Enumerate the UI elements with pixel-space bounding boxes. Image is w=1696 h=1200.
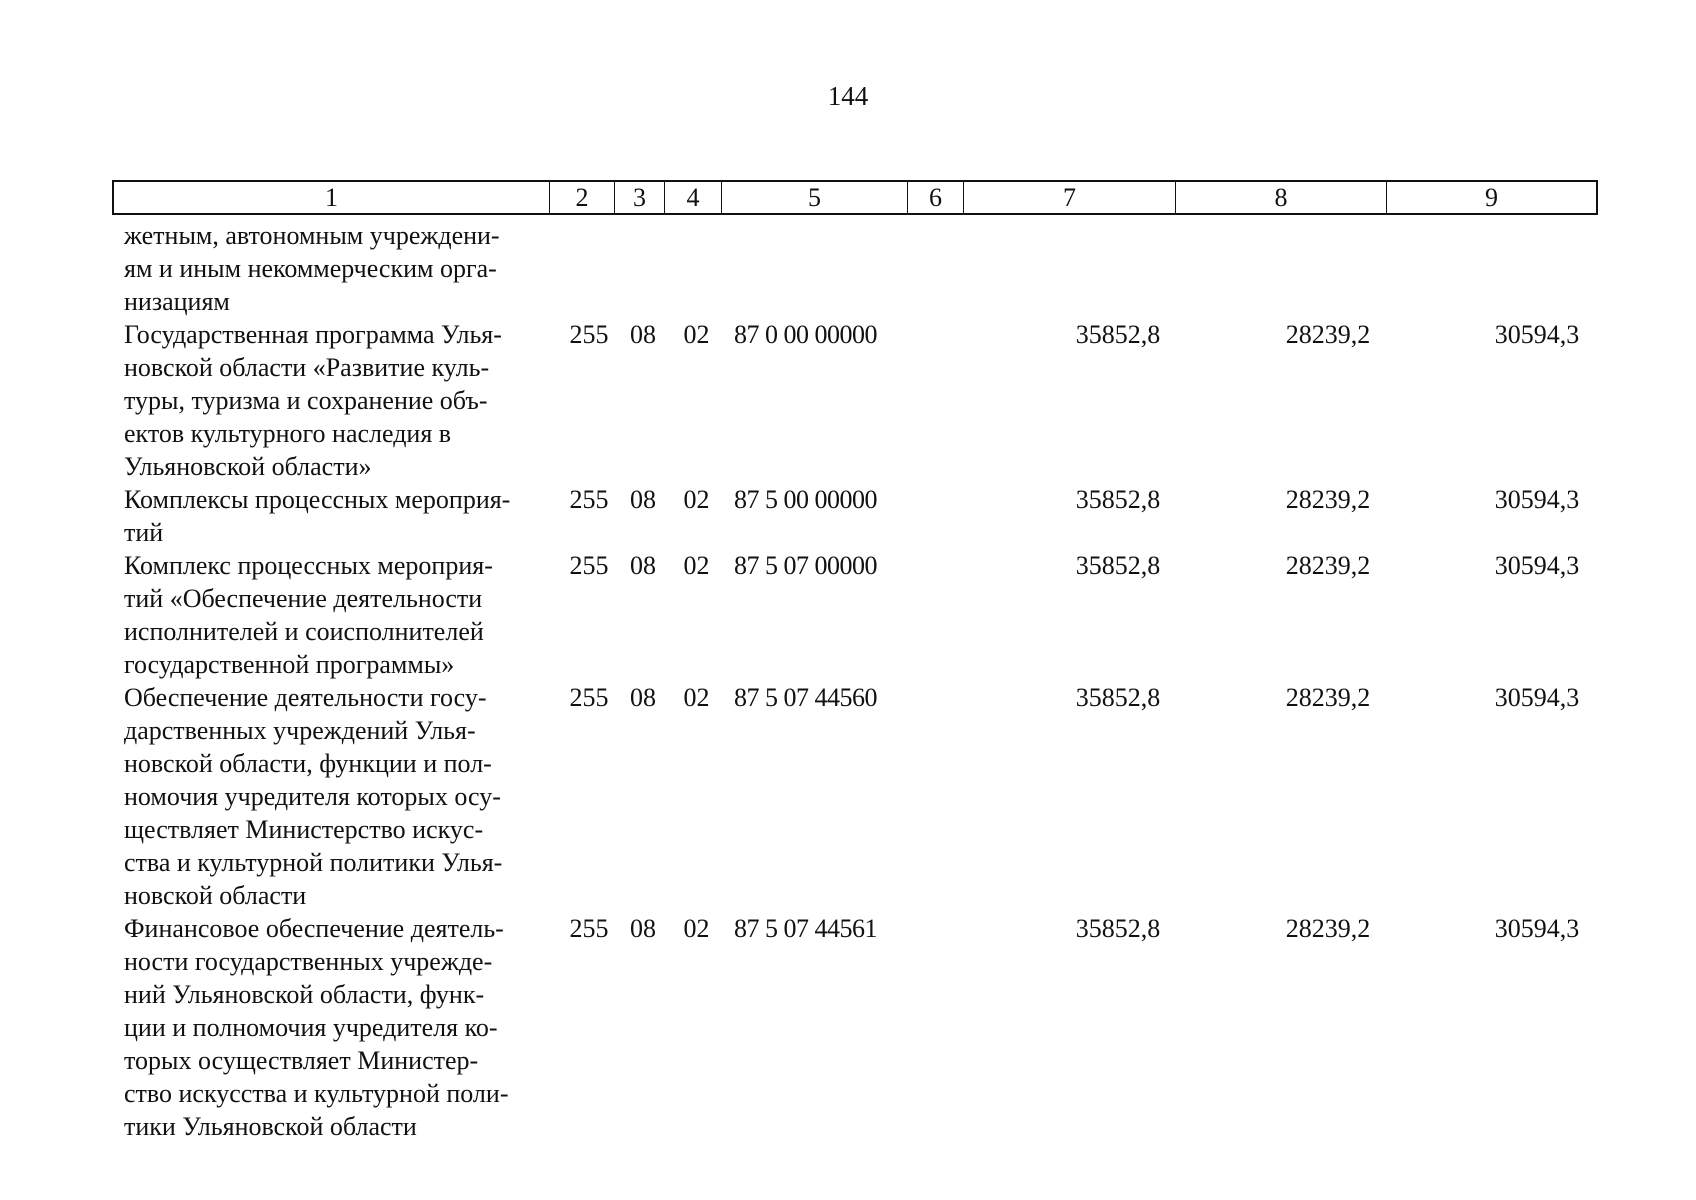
page-number: 144 (827, 81, 869, 111)
cell-col-5: 87 5 07 44560 (734, 683, 877, 712)
header-col-7: 7 (964, 182, 1176, 213)
cell-col-5: 87 5 00 00000 (734, 485, 877, 514)
header-col-6: 6 (908, 182, 964, 213)
cell-col-3: 08 (630, 914, 656, 943)
header-col-3: 3 (615, 182, 665, 213)
table-row (112, 681, 1598, 912)
table-body (112, 219, 1598, 1143)
table-row (112, 318, 1598, 483)
header-col-9: 9 (1485, 183, 1498, 212)
cell-col-2: 255 (569, 683, 609, 712)
cell-col-5: 87 5 07 00000 (734, 551, 877, 580)
cell-col-3: 08 (630, 485, 656, 514)
cell-col-8: 28239,2 (1285, 485, 1371, 514)
cell-col-9: 30594,3 (1494, 551, 1580, 580)
header-col-2: 2 (550, 182, 615, 213)
cell-col-7: 35852,8 (1075, 914, 1161, 943)
cell-col-5: 87 0 00 00000 (734, 320, 877, 349)
header-col-4: 4 (665, 182, 722, 213)
header-col-1: 1 (114, 182, 550, 213)
cell-col-9: 30594,3 (1494, 683, 1580, 712)
cell-col-9: 30594,3 (1494, 914, 1580, 943)
table-row (112, 549, 1598, 681)
cell-col-2: 255 (569, 551, 609, 580)
cell-col-7: 35852,8 (1075, 320, 1161, 349)
cell-col-4: 02 (683, 320, 710, 349)
cell-col-3: 08 (630, 320, 656, 349)
cell-col-2: 255 (569, 485, 609, 514)
row-name: Финансовое обеспечение деятель- ности государственных учрежде- ний Ульяновской области, функ- ции и полномочия учредителя ко- торых осуществляет Министер- ство искусства и культурной поли- тики Ульяновской области (124, 914, 509, 1141)
cell-col-9: 30594,3 (1494, 485, 1580, 514)
table-row (112, 483, 1598, 549)
row-name: Государственная программа Улья- новской области «Развитие куль- туры, туризма и сохранение объ- ектов культурного наследия в Ульяновской области» (124, 320, 502, 481)
cell-col-5: 87 5 07 44561 (734, 914, 877, 943)
row-name: Комплексы процессных мероприя- тий (124, 485, 511, 547)
cell-col-2: 255 (569, 320, 609, 349)
cell-col-8: 28239,2 (1285, 551, 1371, 580)
cell-col-8: 28239,2 (1285, 320, 1371, 349)
cell-col-3: 08 (630, 683, 656, 712)
row-name: жетным, автономным учреждени- ям и иным некоммерческим орга- низациям (124, 221, 500, 316)
header-col-5: 5 (722, 182, 908, 213)
cell-col-2: 255 (569, 914, 609, 943)
table-row (112, 912, 1598, 1143)
table-header-row (112, 180, 1598, 215)
cell-col-7: 35852,8 (1075, 683, 1161, 712)
row-name: Обеспечение деятельности госу- дарственных учреждений Улья- новской области, функции и пол- номочия учредителя которых осу- ществляет Министерство искус- ства и культурной политики Улья- новской области (124, 683, 503, 910)
header-col-8: 8 (1176, 182, 1387, 213)
cell-col-4: 02 (683, 551, 710, 580)
cell-col-9: 30594,3 (1494, 320, 1580, 349)
table-row (112, 219, 1598, 318)
row-name: Комплекс процессных мероприя- тий «Обеспечение деятельности исполнителей и соисполнителей государственной программы» (124, 551, 493, 679)
cell-col-8: 28239,2 (1285, 914, 1371, 943)
cell-col-7: 35852,8 (1075, 551, 1161, 580)
cell-col-4: 02 (683, 683, 710, 712)
cell-col-8: 28239,2 (1285, 683, 1371, 712)
cell-col-7: 35852,8 (1075, 485, 1161, 514)
cell-col-4: 02 (683, 914, 710, 943)
cell-col-4: 02 (683, 485, 710, 514)
cell-col-3: 08 (630, 551, 656, 580)
